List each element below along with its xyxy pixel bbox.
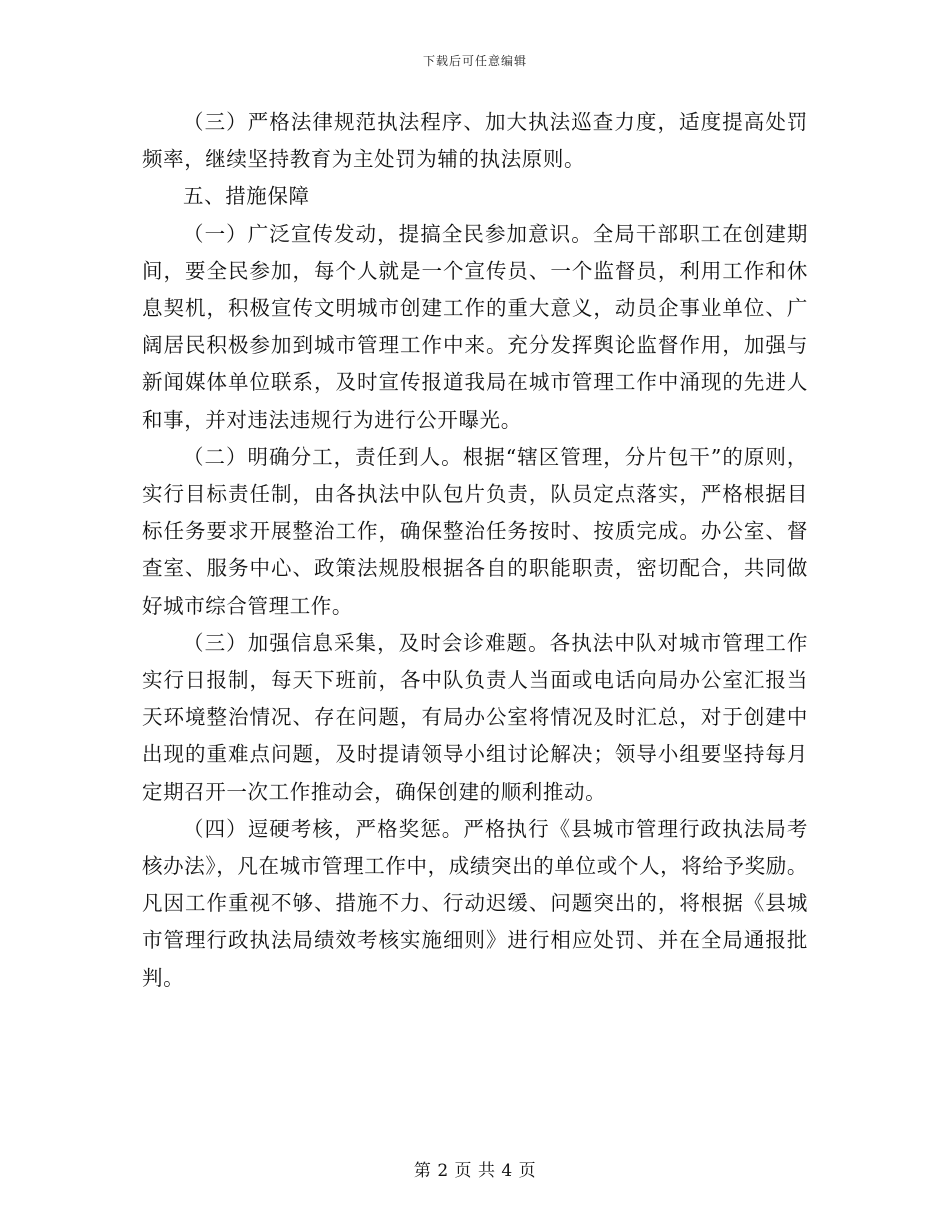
paragraph-enforcement: （三）严格法律规范执法程序、加大执法巡查力度，适度提高处罚频率，继续坚持教育为主处罚为辅的执法原则。 <box>142 110 808 172</box>
page-number: 第 2 页 共 4 页 <box>413 1161 537 1181</box>
section-heading-measures: 五、措施保障 <box>183 184 310 209</box>
paragraph-assessment: （四）逗硬考核，严格奖惩。严格执行《县城市管理行政执法局考核办法》，凡在城市管理工作中，成绩突出的单位或个人，将给予奖励。凡因工作重视不够、措施不力、行动迟缓、问题突出的，将根据《县城市管理行政执法局绩效考核实施细则》进行相应处罚、并在全局通报批判。 <box>142 816 808 990</box>
paragraph-publicity: （一）广泛宣传发动，提搞全民参加意识。全局干部职工在创建期间，要全民参加，每个人就是一个宣传员、一个监督员，利用工作和休息契机，积极宣传文明城市创建工作的重大意义，动员企事业单位、广阔居民积极参加到城市管理工作中来。充分发挥舆论监督作用，加强与新闻媒体单位联系，及时宣传报道我局在城市管理工作中涌现的先进人和事，并对违法违规行为进行公开曝光。 <box>142 221 808 432</box>
document-body <box>142 104 808 997</box>
header-note: 下载后可任意编辑 <box>422 54 527 68</box>
paragraph-information-collection: （三）加强信息采集，及时会诊难题。各执法中队对城市管理工作实行日报制，每天下班前，各中队负责人当面或电话向局办公室汇报当天环境整治情况、存在问题，有局办公室将情况及时汇总，对于创建中出现的重难点问题，及时提请领导小组讨论解决；领导小组要坚持每月定期召开一次工作推动会，确保创建的顺利推动。 <box>142 630 808 804</box>
paragraph-division-of-labor: （二）明确分工，责任到人。根据“辖区管理，分片包干”的原则，实行目标责任制，由各执法中队包片负责，队员定点落实，严格根据目标任务要求开展整治工作，确保整治任务按时、按质完成。办公室、督查室、服务中心、政策法规股根据各自的职能职责，密切配合，共同做好城市综合管理工作。 <box>142 444 808 618</box>
